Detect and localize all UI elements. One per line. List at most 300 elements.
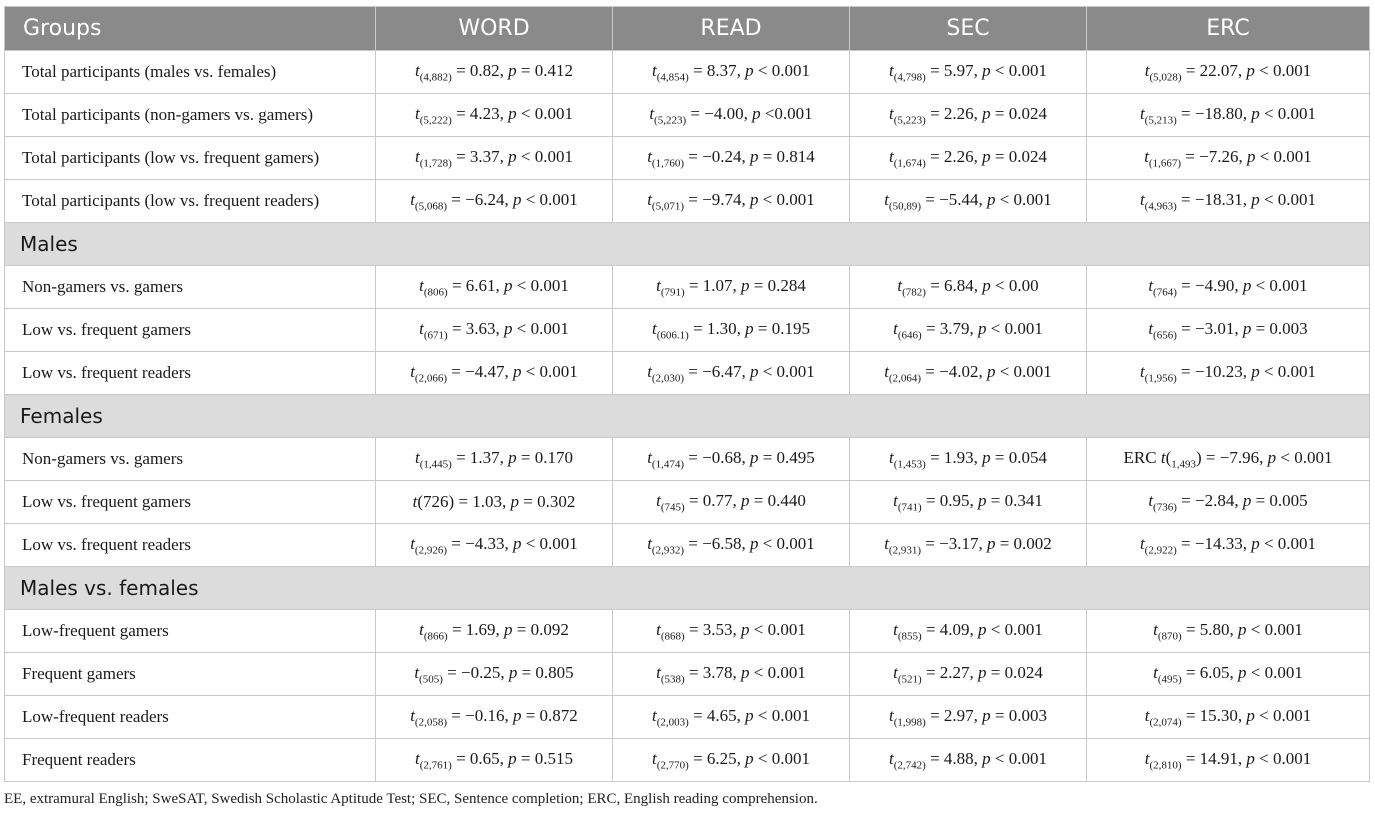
- p-symbol: p: [1238, 662, 1247, 682]
- t-symbol: t: [897, 275, 903, 295]
- p-symbol: p: [749, 447, 759, 467]
- degrees-of-freedom: (726): [417, 492, 455, 511]
- df-value: 1,998: [897, 716, 923, 729]
- df-value: 1,474: [655, 458, 681, 471]
- degrees-of-freedom: (866): [423, 630, 448, 643]
- degrees-of-freedom: (1,956): [1144, 372, 1177, 385]
- t-value: = −5.44: [925, 189, 979, 209]
- stat-cell: $t_{(764)} = -4.90$, p < 0.001: [1087, 266, 1370, 309]
- p-symbol: p: [745, 748, 754, 768]
- t-symbol: t: [888, 60, 894, 80]
- stat-cell: $t_{(1,445)} = 1.37$, p = 0.170: [376, 438, 613, 481]
- t-value: = 1.69: [451, 619, 496, 639]
- stat-cell: $t_{(782)} = 6.84$, p < 0.00: [850, 266, 1087, 309]
- df-value: 521: [901, 673, 919, 686]
- df-value: 4,882: [423, 71, 449, 84]
- stat-cell: $t_{(2,074)} = 15.30$, p < 0.001: [1087, 696, 1370, 739]
- column-header-groups: Groups: [5, 7, 376, 51]
- degrees-of-freedom: (2,066): [414, 372, 448, 385]
- t-value: = 2.26: [930, 103, 974, 123]
- t-symbol: t: [893, 490, 898, 510]
- table-row: [5, 481, 1370, 524]
- p-value: < 0.001: [1250, 619, 1303, 639]
- stat-cell: $t_{(1,667)} = -7.26$, p < 0.001: [1087, 137, 1370, 180]
- df-value: 2,926: [418, 544, 444, 557]
- p-symbol: p: [982, 275, 991, 295]
- t-symbol: t: [1139, 533, 1145, 553]
- t-symbol: t: [414, 103, 420, 123]
- stat-cell: $t_{(671)} = 3.63$, p < 0.001: [376, 309, 613, 352]
- section-row: [5, 567, 1370, 610]
- p-value: < 0.001: [1280, 447, 1333, 467]
- degrees-of-freedom: (745): [660, 501, 685, 514]
- t-value: = −6.58: [688, 533, 742, 553]
- degrees-of-freedom: $(_{1,493})$: [1165, 447, 1202, 471]
- t-value: = 1.93: [930, 447, 974, 467]
- t-symbol: t: [410, 705, 415, 725]
- p-value: = 0.412: [520, 60, 573, 80]
- p-value: = 0.003: [994, 705, 1047, 725]
- stat-cell: ERC $t(_{1,493}) = -7.96$, p < 0.001: [1087, 438, 1370, 481]
- p-value: < 0.001: [1259, 146, 1312, 166]
- df-value: 1,728: [423, 157, 449, 170]
- column-header-read: READ: [613, 7, 850, 51]
- stat-cell: $t_{(2,922)} = -14.33$, p < 0.001: [1087, 524, 1370, 567]
- degrees-of-freedom: (538): [660, 673, 685, 686]
- t-symbol: t: [410, 361, 415, 381]
- t-value: = 0.65: [456, 748, 500, 768]
- t-value: = 15.30: [1185, 705, 1238, 725]
- p-value: < 0.001: [757, 60, 810, 80]
- table-row: [5, 696, 1370, 739]
- table-row: [5, 739, 1370, 782]
- t-value: = −4.33: [451, 533, 505, 553]
- degrees-of-freedom: (4,882): [419, 71, 452, 84]
- p-symbol: p: [1242, 490, 1252, 510]
- p-symbol: p: [982, 748, 991, 768]
- p-symbol: p: [982, 60, 991, 80]
- degrees-of-freedom: (606.1): [656, 329, 689, 342]
- stat-cell: $t_{(806)} = 6.61$, p < 0.001: [376, 266, 613, 309]
- degrees-of-freedom: (741): [897, 501, 922, 514]
- table-row: [5, 137, 1370, 180]
- t-symbol: t: [419, 619, 424, 639]
- p-symbol: p: [1242, 318, 1252, 338]
- p-value: = 0.302: [523, 492, 576, 511]
- df-value: 866: [427, 630, 445, 643]
- t-value: = −3.01: [1181, 318, 1235, 338]
- p-symbol: p: [982, 705, 991, 725]
- df-value: 791: [664, 286, 682, 299]
- stat-cell: $t_{(2,932)} = -6.58$, p < 0.001: [613, 524, 850, 567]
- t-value: = 2.97: [930, 705, 974, 725]
- stat-cell: $t_{(1,674)} = 2.26$, p = 0.024: [850, 137, 1087, 180]
- p-value: = 0.024: [990, 662, 1043, 682]
- p-symbol: p: [1251, 103, 1260, 123]
- t-symbol: t: [412, 492, 418, 511]
- p-value: = 0.515: [520, 748, 573, 768]
- p-value: < 0.001: [516, 318, 569, 338]
- p-value: < 0.001: [1255, 275, 1308, 295]
- degrees-of-freedom: (2,932): [651, 544, 685, 557]
- t-value: = −4.90: [1181, 275, 1235, 295]
- degrees-of-freedom: (5,213): [1144, 114, 1177, 127]
- p-value: = 0.024: [994, 103, 1047, 123]
- df-value: 4,798: [897, 71, 923, 84]
- stat-cell: $t_{(741)} = 0.95$, p = 0.341: [850, 481, 1087, 524]
- p-symbol: p: [749, 146, 759, 166]
- stat-cell: $t_{(2,742)} = 4.88$, p < 0.001: [850, 739, 1087, 782]
- df-value: 646: [901, 329, 919, 342]
- t-value: = 0.82: [456, 60, 500, 80]
- p-symbol: p: [512, 533, 522, 553]
- t-symbol: t: [647, 146, 652, 166]
- stat-cell: $t_{(870)} = 5.80$, p < 0.001: [1087, 610, 1370, 653]
- degrees-of-freedom: (2,030): [651, 372, 685, 385]
- df-value: 2,742: [897, 759, 923, 772]
- df-value: 782: [905, 286, 923, 299]
- stat-cell: $t_{(2,030)} = -6.47$, p < 0.001: [613, 352, 850, 395]
- df-value: 1,445: [423, 458, 449, 471]
- row-label: Low-frequent gamers: [5, 610, 376, 653]
- table-row: [5, 610, 1370, 653]
- p-symbol: p: [512, 705, 522, 725]
- t-value: = −0.16: [451, 705, 505, 725]
- stat-cell: $t_{(2,064)} = -4.02$, p < 0.001: [850, 352, 1087, 395]
- t-symbol: t: [1144, 60, 1150, 80]
- results-table: [4, 6, 1370, 782]
- p-value: = 0.440: [753, 490, 806, 510]
- p-symbol: p: [504, 619, 513, 639]
- t-symbol: t: [651, 705, 657, 725]
- t-value: = 1.03: [458, 492, 503, 511]
- t-value: = −7.96: [1205, 447, 1260, 467]
- df-value: 2,931: [892, 544, 918, 557]
- degrees-of-freedom: (1,674): [893, 157, 926, 170]
- stat-cell: $t_{(791)} = 1.07$, p = 0.284: [613, 266, 850, 309]
- row-label: Total participants (non-gamers vs. gamers): [5, 94, 376, 137]
- stat-cell: $t_{(521)} = 2.27$, p = 0.024: [850, 653, 1087, 696]
- t-symbol: t: [656, 662, 661, 682]
- t-value: = 0.77: [688, 490, 733, 510]
- t-symbol: t: [419, 275, 424, 295]
- degrees-of-freedom: (2,770): [656, 759, 689, 772]
- t-symbol: t: [888, 748, 894, 768]
- t-symbol: t: [1144, 748, 1150, 768]
- df-value: 505: [422, 673, 440, 686]
- p-value: < 0.001: [1263, 103, 1317, 123]
- degrees-of-freedom: (2,810): [1149, 759, 1182, 772]
- stat-cell: $t_{(4,854)} = 8.37$, p < 0.001: [613, 51, 850, 94]
- stat-cell: $t_{(2,926)} = -4.33$, p < 0.001: [376, 524, 613, 567]
- t-value: = 3.37: [456, 146, 500, 166]
- degrees-of-freedom: (5,222): [419, 114, 452, 127]
- t-value: = −4.02: [925, 361, 979, 381]
- p-symbol: p: [512, 361, 522, 381]
- stat-cell: $t_{(1,474)} = -0.68$, p = 0.495: [613, 438, 850, 481]
- p-value: = 0.284: [753, 275, 806, 295]
- degrees-of-freedom: (806): [423, 286, 448, 299]
- degrees-of-freedom: (495): [1157, 673, 1182, 686]
- df-value: 1,667: [1152, 157, 1178, 170]
- t-value: = 6.61: [451, 275, 496, 295]
- stat-cell: $t_{(2,931)} = -3.17$, p = 0.002: [850, 524, 1087, 567]
- stat-cell: $t_{(855)} = 4.09$, p < 0.001: [850, 610, 1087, 653]
- p-value: < 0.001: [1263, 189, 1317, 209]
- t-value: = −3.17: [925, 533, 979, 553]
- degrees-of-freedom: (2,003): [656, 716, 689, 729]
- df-value: 538: [664, 673, 682, 686]
- stat-cell: $t_{(2,761)} = 0.65$, p = 0.515: [376, 739, 613, 782]
- p-value: < 0.001: [757, 705, 810, 725]
- p-value: < 0.001: [999, 189, 1052, 209]
- column-header-sec: SEC: [850, 7, 1087, 51]
- p-value: = 0.005: [1255, 490, 1308, 510]
- t-value: = −4.47: [451, 361, 505, 381]
- df-value: 50,89: [892, 200, 918, 213]
- df-value: 5,223: [897, 114, 923, 127]
- p-value: = 0.170: [520, 447, 573, 467]
- p-value: < 0.001: [762, 533, 815, 553]
- t-symbol: t: [1144, 705, 1150, 725]
- df-value: 806: [427, 286, 445, 299]
- t-symbol: t: [1148, 318, 1154, 338]
- p-value: < 0.001: [999, 361, 1052, 381]
- p-symbol: p: [749, 533, 759, 553]
- row-label: Non-gamers vs. gamers: [5, 438, 376, 481]
- p-symbol: p: [749, 361, 759, 381]
- stat-cell: $t_{(646)} = 3.79$, p < 0.001: [850, 309, 1087, 352]
- table-row: [5, 352, 1370, 395]
- p-value: = 0.003: [1255, 318, 1308, 338]
- row-label: Total participants (males vs. females): [5, 51, 376, 94]
- t-symbol: t: [410, 533, 415, 553]
- p-value: < 0.001: [753, 662, 806, 682]
- p-symbol: p: [741, 275, 750, 295]
- p-value: < 0.001: [516, 275, 569, 295]
- df-value: 5,071: [655, 200, 681, 213]
- stat-cell: $t_{(1,728)} = 3.37$, p < 0.001: [376, 137, 613, 180]
- table-footnote: EE, extramural English; SweSAT, Swedish Scholastic Aptitude Test; SEC, Sentence completion; ERC, English reading comprehension.: [4, 791, 818, 807]
- stat-cell: $t_{(505)} = -0.25$, p = 0.805: [376, 653, 613, 696]
- p-value: < 0.001: [762, 189, 815, 209]
- p-symbol: p: [1251, 361, 1260, 381]
- degrees-of-freedom: (505): [419, 673, 443, 686]
- t-symbol: t: [414, 662, 420, 682]
- df-value: 2,761: [423, 759, 449, 772]
- df-value: 606.1: [660, 329, 686, 342]
- t-value: = −6.47: [688, 361, 742, 381]
- p-symbol: p: [982, 146, 991, 166]
- t-value: = 6.25: [693, 748, 737, 768]
- p-value: = 0.002: [999, 533, 1052, 553]
- t-symbol: t: [888, 447, 894, 467]
- table-row: [5, 180, 1370, 223]
- row-label: Frequent gamers: [5, 653, 376, 696]
- df-value: 2,932: [655, 544, 681, 557]
- df-value: 1,956: [1148, 372, 1174, 385]
- degrees-of-freedom: (521): [897, 673, 922, 686]
- t-value: = 8.37: [693, 60, 737, 80]
- header-row: [5, 7, 1370, 51]
- p-symbol: p: [741, 619, 750, 639]
- p-value: = 0.814: [762, 146, 815, 166]
- row-label: Low-frequent readers: [5, 696, 376, 739]
- df-value: 5,223: [657, 114, 683, 127]
- t-symbol: t: [888, 146, 894, 166]
- t-symbol: t: [649, 103, 655, 123]
- t-value: = 5.97: [930, 60, 974, 80]
- p-value: < 0.001: [1263, 533, 1317, 553]
- df-value: 671: [427, 329, 445, 342]
- t-value: = 3.79: [925, 318, 970, 338]
- t-symbol: t: [1139, 103, 1145, 123]
- p-symbol: p: [1246, 146, 1256, 166]
- table-header: [5, 7, 1370, 51]
- p-value: < 0.001: [990, 619, 1043, 639]
- t-symbol: t: [884, 189, 889, 209]
- degrees-of-freedom: (2,064): [888, 372, 922, 385]
- p-symbol: p: [1251, 189, 1260, 209]
- stat-cell: $t_{(4,798)} = 5.97$, p < 0.001: [850, 51, 1087, 94]
- stat-cell: $t_{(5,213)} = -18.80$, p < 0.001: [1087, 94, 1370, 137]
- t-symbol: t: [647, 533, 652, 553]
- stat-cell: $t_{(538)} = 3.78$, p < 0.001: [613, 653, 850, 696]
- t-symbol: t: [1144, 146, 1149, 166]
- p-symbol: p: [978, 662, 987, 682]
- degrees-of-freedom: (5,223): [893, 114, 926, 127]
- stat-cell: $t_{(5,068)} = -6.24$, p < 0.001: [376, 180, 613, 223]
- stat-cell: $t_{(1,956)} = -10.23$, p < 0.001: [1087, 352, 1370, 395]
- t-symbol: t: [651, 748, 657, 768]
- degrees-of-freedom: (1,445): [419, 458, 452, 471]
- p-symbol: p: [978, 318, 987, 338]
- section-label: Males vs. females: [5, 567, 1370, 610]
- section-row: [5, 395, 1370, 438]
- df-value: 870: [1161, 630, 1179, 643]
- t-value: = −14.33: [1181, 533, 1243, 553]
- t-symbol: t: [1139, 189, 1145, 209]
- row-label: Frequent readers: [5, 739, 376, 782]
- table-row: [5, 51, 1370, 94]
- p-symbol: p: [504, 275, 513, 295]
- df-value: 4,963: [1148, 200, 1174, 213]
- p-value: < 0.001: [1259, 748, 1312, 768]
- t-symbol: t: [884, 361, 889, 381]
- df-value: 4,854: [660, 71, 686, 84]
- t-symbol: t: [651, 318, 657, 338]
- degrees-of-freedom: (782): [902, 286, 926, 299]
- t-value: = −10.23: [1181, 361, 1243, 381]
- stat-cell: t(726) = 1.03, p = 0.302: [376, 481, 613, 524]
- df-value: 2,003: [660, 716, 686, 729]
- stat-cell: $t_{(606.1)} = 1.30$, p = 0.195: [613, 309, 850, 352]
- t-symbol: t: [1153, 662, 1158, 682]
- p-value: < 0.001: [1263, 361, 1317, 381]
- row-label: Low vs. frequent readers: [5, 352, 376, 395]
- t-value: = 2.26: [930, 146, 974, 166]
- degrees-of-freedom: (5,071): [651, 200, 685, 213]
- p-value: <0.001: [764, 103, 813, 123]
- df-value: 1,493: [1171, 458, 1196, 471]
- degrees-of-freedom: (5,068): [414, 200, 448, 213]
- degrees-of-freedom: (2,074): [1149, 716, 1182, 729]
- degrees-of-freedom: (1,998): [893, 716, 926, 729]
- stat-cell: $t_{(736)} = -2.84$, p = 0.005: [1087, 481, 1370, 524]
- stat-cell: $t_{(868)} = 3.53$, p < 0.001: [613, 610, 850, 653]
- t-symbol: t: [888, 103, 894, 123]
- p-symbol: p: [745, 60, 754, 80]
- p-value: = 0.805: [521, 662, 574, 682]
- p-symbol: p: [752, 103, 761, 123]
- df-value: 736: [1156, 501, 1174, 514]
- degrees-of-freedom: (2,922): [1144, 544, 1177, 557]
- t-value: = 4.09: [925, 619, 970, 639]
- stat-cell: $t_{(5,223)} = -4.00$, p <0.001: [613, 94, 850, 137]
- p-value: < 0.001: [762, 361, 815, 381]
- df-value: 764: [1156, 286, 1174, 299]
- p-value: = 0.092: [516, 619, 569, 639]
- stat-cell: $t_{(5,222)} = 4.23$, p < 0.001: [376, 94, 613, 137]
- p-symbol: p: [982, 447, 991, 467]
- degrees-of-freedom: (870): [1157, 630, 1182, 643]
- degrees-of-freedom: (50,89): [888, 200, 922, 213]
- table-body: [5, 51, 1370, 782]
- stat-cell: $t_{(495)} = 6.05$, p < 0.001: [1087, 653, 1370, 696]
- t-value: = −4.00: [690, 103, 744, 123]
- p-symbol: p: [1238, 619, 1247, 639]
- t-symbol: t: [893, 318, 898, 338]
- degrees-of-freedom: (4,963): [1144, 200, 1177, 213]
- degrees-of-freedom: (1,728): [419, 157, 452, 170]
- p-symbol: p: [1246, 705, 1255, 725]
- t-symbol: t: [1153, 619, 1158, 639]
- t-value: = −2.84: [1181, 490, 1235, 510]
- section-row: [5, 223, 1370, 266]
- degrees-of-freedom: (1,760): [651, 157, 685, 170]
- p-value: < 0.001: [525, 533, 578, 553]
- p-symbol: p: [982, 103, 991, 123]
- p-value: = 0.024: [994, 146, 1047, 166]
- t-value: = −6.24: [451, 189, 505, 209]
- t-value: = 4.88: [930, 748, 974, 768]
- p-symbol: p: [508, 662, 518, 682]
- p-symbol: p: [508, 146, 517, 166]
- p-value: < 0.001: [520, 103, 573, 123]
- p-value: < 0.001: [757, 748, 810, 768]
- t-symbol: t: [414, 447, 420, 467]
- df-value: 1,760: [655, 157, 681, 170]
- degrees-of-freedom: (5,028): [1149, 71, 1182, 84]
- stat-cell: $t_{(2,770)} = 6.25$, p < 0.001: [613, 739, 850, 782]
- t-symbol: t: [656, 619, 661, 639]
- t-value: = −18.80: [1181, 103, 1243, 123]
- t-value: = 3.63: [451, 318, 496, 338]
- t-value: = 3.53: [688, 619, 733, 639]
- degrees-of-freedom: (2,931): [888, 544, 922, 557]
- df-value: 5,222: [423, 114, 449, 127]
- p-symbol: p: [504, 318, 513, 338]
- degrees-of-freedom: (2,761): [419, 759, 452, 772]
- degrees-of-freedom: (764): [1153, 286, 1177, 299]
- t-value: = 22.07: [1185, 60, 1238, 80]
- t-symbol: t: [410, 189, 415, 209]
- p-symbol: p: [978, 619, 987, 639]
- t-symbol: t: [419, 318, 424, 338]
- df-value: 2,922: [1148, 544, 1174, 557]
- degrees-of-freedom: (671): [423, 329, 448, 342]
- p-symbol: p: [745, 705, 754, 725]
